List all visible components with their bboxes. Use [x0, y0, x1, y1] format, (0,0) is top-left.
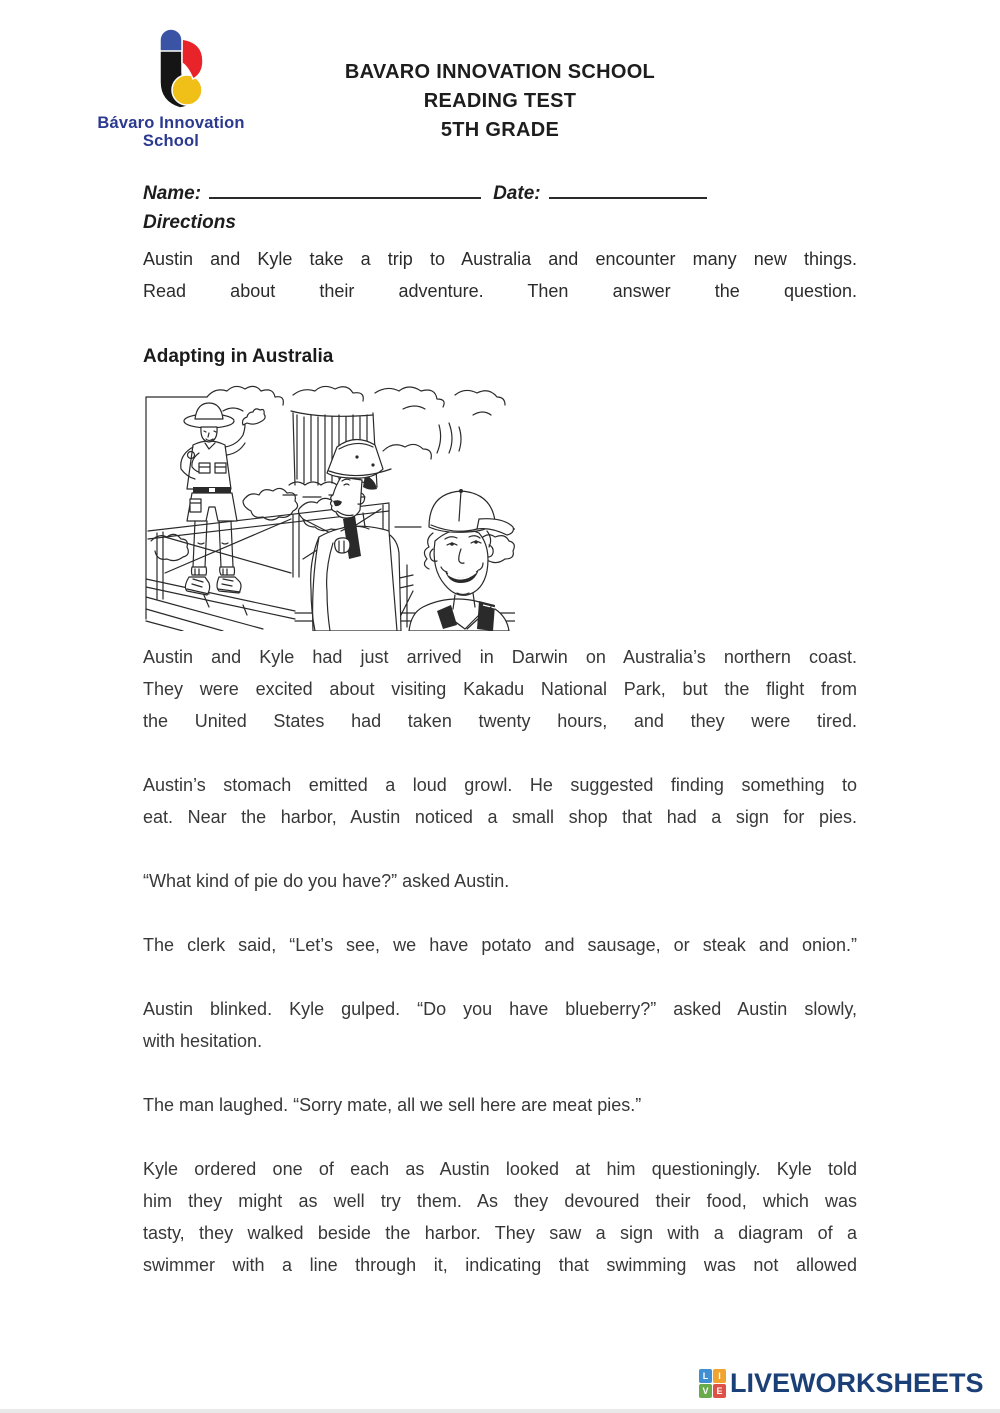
boy1-hand [335, 538, 350, 553]
text-line: eat. Near the harbor, Austin noticed a small shop that had a sign for pies. [143, 807, 857, 827]
text-line: Austin blinked. Kyle gulped. “Do you have blueberry?” asked Austin slowly, [143, 999, 857, 1019]
title-line-test: READING TEST [423, 90, 577, 112]
park-ranger [181, 403, 265, 595]
story-paragraph [143, 1089, 857, 1121]
school-name-line1: Bávaro Innovation [97, 114, 245, 132]
lw-tile-v: V [699, 1384, 712, 1398]
liveworksheets-wordmark: LIVEWORKSHEETS [730, 1368, 984, 1398]
text-line: tasty, they walked beside the harbor. They saw a sign with a diagram of a [143, 1223, 857, 1243]
name-label: Name: [143, 183, 202, 204]
text-line: The man laughed. “Sorry mate, all we sell here are meat pies.” [143, 1095, 642, 1115]
text-line: him they might as well try them. As they devoured their food, which was [143, 1191, 857, 1211]
story-paragraph [143, 641, 857, 737]
text-line: They were excited about visiting Kakadu National Park, but the flight from [143, 679, 857, 699]
lw-tile-i: I [713, 1369, 726, 1383]
waving-hand [243, 409, 266, 425]
boy-baseball-cap [409, 489, 513, 631]
story-body [143, 641, 857, 1313]
story-paragraph [143, 993, 857, 1057]
text-line: The clerk said, “Let’s see, we have potato and sausage, or steak and onion.” [143, 935, 857, 955]
bucket-hat [327, 439, 383, 478]
boy-bucket-hat [311, 439, 401, 631]
story-heading: Adapting in Australia [143, 346, 334, 367]
cap-visor [477, 519, 513, 535]
lw-tile-e: E [713, 1384, 726, 1398]
text-line: Kyle ordered one of each as Austin looked at him questioningly. Kyle told [143, 1159, 857, 1179]
title-line-school: BAVARO INNOVATION SCHOOL [344, 61, 656, 83]
directions-intro [143, 243, 857, 307]
story-illustration-image [143, 381, 515, 631]
name-date-row [143, 183, 857, 205]
title-line-grade: 5TH GRADE [440, 119, 560, 141]
story-paragraph [143, 1153, 857, 1281]
liveworksheets-logo [699, 1368, 984, 1399]
date-blank[interactable] [549, 197, 707, 199]
text-line: Austin and Kyle had just arrived in Darwin on Australia’s northern coast. [143, 647, 857, 667]
school-name-line2: School [142, 132, 200, 150]
liveworksheets-tiles-icon [699, 1369, 726, 1398]
story-paragraph [143, 929, 857, 961]
text-line: with hesitation. [143, 1031, 263, 1051]
name-blank[interactable] [209, 197, 481, 199]
date-label: Date: [493, 183, 541, 204]
story-illustration [143, 381, 515, 631]
text-line: “What kind of pie do you have?” asked Austin. [143, 871, 510, 891]
text-line: Austin’s stomach emitted a loud growl. He suggested finding something to [143, 775, 857, 795]
story-paragraph [143, 865, 857, 897]
page-bottom-edge [0, 1409, 1000, 1413]
text-line: Austin and Kyle take a trip to Australia and encounter many new things. [143, 249, 857, 269]
doc-title [0, 58, 1000, 145]
story-paragraph [143, 769, 857, 833]
directions-label: Directions [143, 212, 236, 233]
lw-tile-l: L [699, 1369, 712, 1383]
text-line: the United States had taken twenty hours, and they were tired. [143, 711, 857, 731]
text-line: Read about their adventure. Then answer the question. [143, 281, 857, 301]
text-line: swimmer with a line through it, indicating that swimming was not allowed [143, 1255, 857, 1275]
